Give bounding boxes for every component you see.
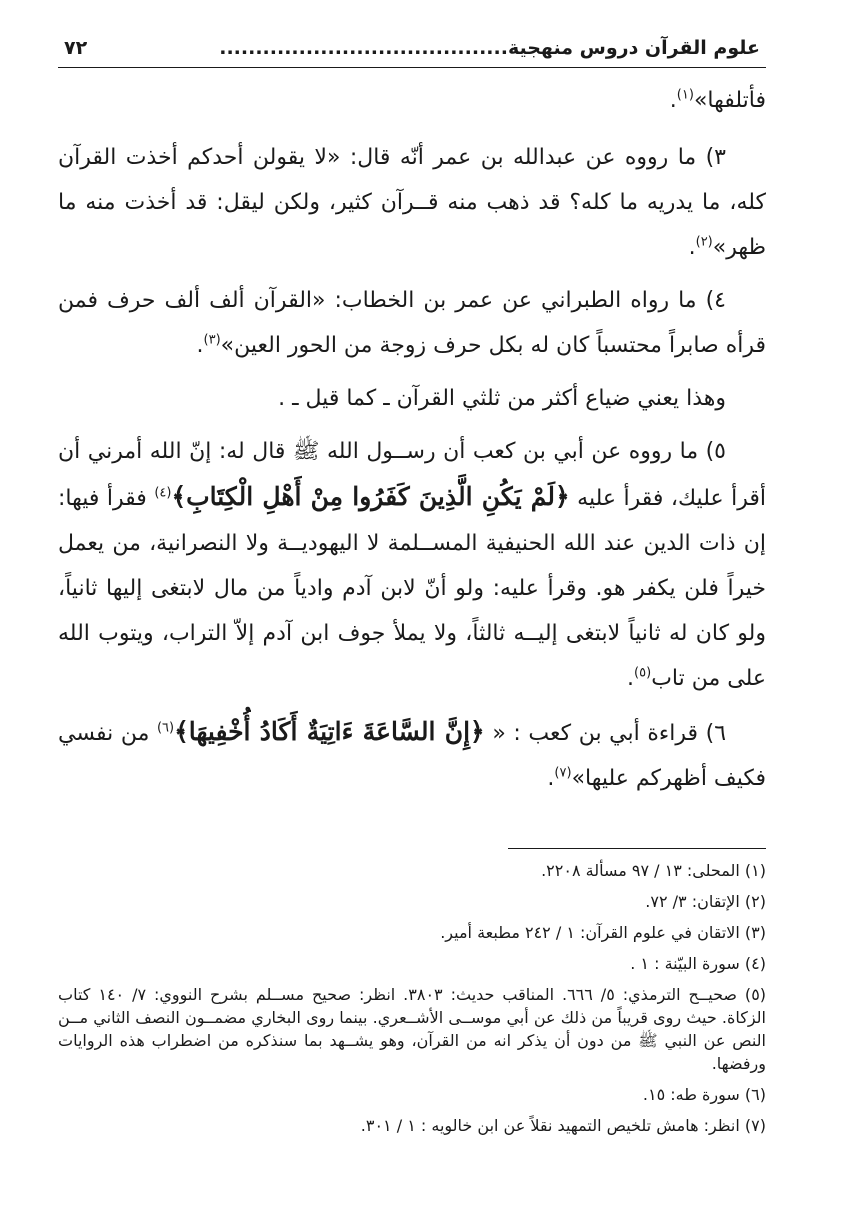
- footnote-2: (٢) الإتقان: ٣/ ٧٢.: [645, 892, 766, 911]
- footnotes-section: [58, 848, 766, 1141]
- paragraph-item-4: [58, 278, 766, 368]
- footnote-ref[interactable]: (٤): [154, 485, 172, 501]
- footnote-5: (٥) صحيــح الترمذي: ٥/ ٦٦٦. المناقب حديث: ٣٨٠٣. انظر: صحيح مســلم بشرح النووي: ٧/ ١٤٠ كتاب الزكاة. حيث روى قريباً من ذلك عن أبي موســى الأشــعري. بينما روى البخاري مضمــون النصف الثاني مــن النص عن النبي ﷺ من دون أن يذكر انه من القرآن، وهو يشــهد بما سنذكره من اضطراب هذه الروايات ورفضها.: [58, 985, 767, 1073]
- paragraph-end: .: [547, 766, 555, 791]
- footnote-4: (٤) سورة البيّنة : ١ .: [630, 954, 766, 973]
- footnote-divider: [508, 848, 766, 849]
- footnote-ref[interactable]: (٣): [203, 332, 221, 348]
- paragraph-item-6: [58, 709, 766, 801]
- paragraph-text: ٥) ما رووه عن أبي بن كعب أن رســول الله ﷺ قال له: إنّ الله أمرني أن أقرأ عليك، فقرأ عليه: [58, 439, 766, 511]
- paragraph-text: ٣) ما رووه عن عبدالله بن عمر أنّه قال: «لا يقولن أحدكم أخذت القرآن كله، ما يدريه ما كله؟ قد ذهب منه قــرآن كثير، ولكن ليقل: قد أخذت منه ما ظهر»: [58, 145, 766, 260]
- paragraph-text: فقرأ فيها: إن ذات الدين عند الله الحنيفية المســلمة لا اليهوديــة ولا النصرانية، من يعمل خيراً فلن يكفر هو. وقرأ عليه: ولو أنّ لابن آدم وادياً من مال لابتغى إليها ثانياً، ولو كان له ثانياً لابتغى إليــه ثالثاً، ولا يملأ جوف ابن آدم إلاّ التراب، ويتوب الله على من تاب: [58, 486, 766, 691]
- header-dots: ........................................: [219, 36, 508, 59]
- footnote-ref[interactable]: (١): [676, 87, 694, 103]
- paragraph-comment: وهذا يعني ضياع أكثر من ثلثي القرآن ـ كما قيل ـ .: [278, 386, 726, 411]
- paragraph-item-3: [58, 135, 766, 270]
- paragraph-continuation: [58, 78, 766, 123]
- paragraph-end: .: [196, 333, 204, 358]
- paragraph-text: ٦) قراءة أبي بن كعب : «: [484, 721, 727, 746]
- header-title: [219, 37, 760, 59]
- footnote-ref[interactable]: (٧): [554, 765, 572, 781]
- page-number: ٧٢: [64, 36, 88, 59]
- paragraph-end: .: [669, 88, 677, 113]
- footnote-list: [58, 855, 766, 1141]
- main-text: [58, 78, 766, 801]
- footnote-6: (٦) سورة طه: ١٥.: [642, 1085, 766, 1104]
- footnote-ref[interactable]: (٦): [156, 720, 175, 736]
- quran-verse: ﴿لَمْ يَكُنِ الَّذِينَ كَفَرُوا مِنْ أَهْلِ الْكِتَابِ﴾: [171, 482, 570, 511]
- paragraph-text: من نفسي فكيف أظهركم عليها»: [58, 721, 766, 791]
- footnote-ref[interactable]: (٢): [695, 234, 713, 250]
- footnote-1: (١) المحلى: ١٣ / ٩٧ مسألة ٢٢٠٨.: [541, 861, 766, 880]
- header-book-title: علوم القرآن دروس منهجية: [507, 36, 760, 59]
- footnote-ref[interactable]: (٥): [634, 665, 652, 681]
- quran-verse: ﴿إِنَّ السَّاعَةَ ءَاتِيَةٌ أَكَادُ أُخْفِيهَا﴾: [174, 717, 485, 746]
- running-header: [58, 28, 766, 68]
- paragraph-end: .: [688, 235, 696, 260]
- paragraph-item-5: [58, 429, 766, 701]
- book-page: [58, 28, 766, 1208]
- footnote-3: (٣) الاتقان في علوم القرآن: ١ / ٢٤٢ مطبعة أمير.: [440, 923, 766, 942]
- paragraph-text: فأتلفها»: [693, 88, 766, 113]
- paragraph-end: .: [627, 666, 635, 691]
- paragraph-text: ٤) ما رواه الطبراني عن عمر بن الخطاب: «القرآن ألف ألف حرف فمن قرأه صابراً محتسباً كان له بكل حرف زوجة من الحور العين»: [58, 288, 766, 358]
- footnote-7: (٧) انظر: هامش تلخيص التمهيد نقلاً عن ابن خالويه : ١ / ٣٠١.: [360, 1116, 766, 1135]
